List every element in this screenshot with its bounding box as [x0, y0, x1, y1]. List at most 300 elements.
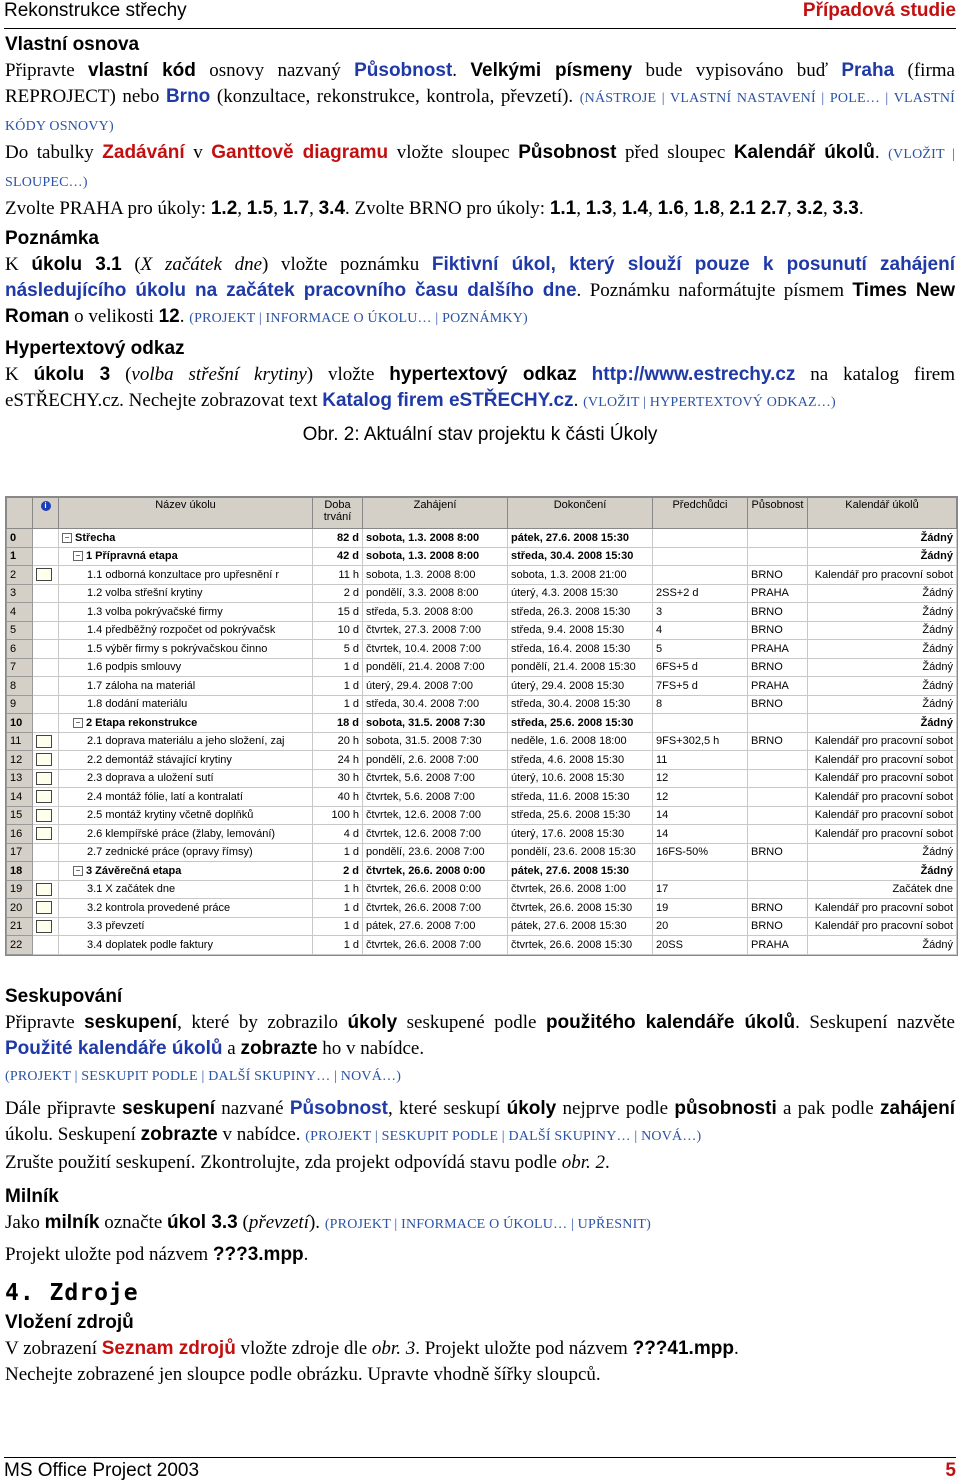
task-name-text: 2.7 zednické práce (opravy římsy)	[87, 846, 253, 859]
task-calendar[interactable]: Začátek dne	[808, 880, 957, 899]
calendar-icon	[36, 901, 52, 914]
row-indicator[interactable]	[33, 751, 59, 770]
task-calendar[interactable]: Žádný	[808, 862, 957, 881]
task-predecessors[interactable]: 19	[653, 899, 748, 918]
collapse-icon[interactable]: −	[73, 866, 83, 876]
task-predecessors[interactable]: 5	[653, 640, 748, 659]
row-indicator[interactable]	[33, 732, 59, 751]
table-row[interactable]	[7, 584, 957, 603]
task-start[interactable]: středa, 30.4. 2008 7:00	[363, 695, 508, 714]
row-indicator[interactable]	[33, 917, 59, 936]
task-scope[interactable]: BRNO	[748, 899, 808, 918]
task-predecessors[interactable]	[653, 547, 748, 566]
paragraph-seskupovani-3: Zrušte použití seskupení. Zkontrolujte, zda projekt odpovídá stavu podle obr. 2.	[5, 1152, 610, 1173]
row-id[interactable]: 8	[7, 677, 33, 696]
task-finish[interactable]: neděle, 1.6. 2008 18:00	[508, 732, 653, 751]
task-scope[interactable]: BRNO	[748, 658, 808, 677]
row-id[interactable]: 7	[7, 658, 33, 677]
task-duration[interactable]: 24 h	[313, 751, 363, 770]
task-name-text: 3.4 doplatek podle faktury	[87, 938, 213, 951]
table-row[interactable]	[7, 880, 957, 899]
row-indicator[interactable]	[33, 843, 59, 862]
task-calendar[interactable]: Kalendář pro pracovní sobot	[808, 899, 957, 918]
page-header	[4, 0, 956, 29]
table-row[interactable]	[7, 936, 957, 955]
task-duration[interactable]: 1 d	[313, 658, 363, 677]
task-duration[interactable]: 40 h	[313, 788, 363, 807]
row-id[interactable]: 14	[7, 788, 33, 807]
table-row[interactable]	[7, 769, 957, 788]
calendar-icon	[36, 568, 52, 581]
task-calendar[interactable]: Žádný	[808, 584, 957, 603]
col-header-id[interactable]	[7, 498, 33, 529]
task-calendar[interactable]: Žádný	[808, 529, 957, 548]
task-duration[interactable]: 10 d	[313, 621, 363, 640]
row-indicator[interactable]	[33, 677, 59, 696]
task-start[interactable]: pondělí, 23.6. 2008 7:00	[363, 843, 508, 862]
task-name-text: 1.3 volba pokrývačské firmy	[87, 605, 223, 618]
paragraph-poznamka: K úkolu 3.1 (X začátek dne) vložte poznámku Fiktivní úkol, který slouží pouze k posunutí zahájení následujícího úkolu na začátek pracovního času dalšího dne. Poznámku naformátujte písmem Times New Roman o velikosti 12. (PROJEKT | INFORMACE O ÚKOLU… | POZNÁMKY)	[5, 254, 955, 327]
task-duration[interactable]: 1 d	[313, 917, 363, 936]
table-row[interactable]	[7, 677, 957, 696]
task-name[interactable]	[59, 917, 313, 936]
task-finish[interactable]: sobota, 1.3. 2008 21:00	[508, 566, 653, 585]
row-indicator[interactable]	[33, 769, 59, 788]
document-body	[5, 32, 955, 454]
task-finish[interactable]: pondělí, 23.6. 2008 15:30	[508, 843, 653, 862]
task-start[interactable]: středa, 5.3. 2008 8:00	[363, 603, 508, 622]
col-header-info[interactable]	[33, 498, 59, 529]
task-finish[interactable]: středa, 9.4. 2008 15:30	[508, 621, 653, 640]
task-name[interactable]	[59, 566, 313, 585]
table-row[interactable]	[7, 825, 957, 844]
heading-vlastni-osnova: Vlastní osnova	[5, 34, 140, 55]
task-name-text: 3.1 X začátek dne	[87, 883, 176, 896]
task-name[interactable]	[59, 751, 313, 770]
task-predecessors[interactable]	[653, 529, 748, 548]
table-row[interactable]	[7, 566, 957, 585]
paragraph-osnova-3: Zvolte PRAHA pro úkoly: 1.2, 1.5, 1.7, 3.4. Zvolte BRNO pro úkoly: 1.1, 1.3, 1.4, 1.6, 1.8, 2.1 2.7, 3.2, 3.3.	[5, 198, 864, 219]
task-calendar[interactable]: Žádný	[808, 695, 957, 714]
menu-path: (PROJEKT | INFORMACE O ÚKOLU… | POZNÁMKY)	[189, 311, 528, 326]
task-predecessors[interactable]: 8	[653, 695, 748, 714]
task-calendar[interactable]: Kalendář pro pracovní sobot	[808, 788, 957, 807]
heading-milnik: Milník	[5, 1186, 59, 1207]
task-scope[interactable]	[748, 769, 808, 788]
table-row[interactable]	[7, 640, 957, 659]
task-scope[interactable]: BRNO	[748, 566, 808, 585]
row-indicator[interactable]	[33, 936, 59, 955]
task-scope[interactable]	[748, 880, 808, 899]
task-duration[interactable]: 18 d	[313, 714, 363, 733]
task-scope[interactable]	[748, 547, 808, 566]
task-calendar[interactable]: Žádný	[808, 677, 957, 696]
row-id[interactable]: 13	[7, 769, 33, 788]
task-finish[interactable]: středa, 11.6. 2008 15:30	[508, 788, 653, 807]
row-indicator[interactable]	[33, 658, 59, 677]
task-start[interactable]: čtvrtek, 27.3. 2008 7:00	[363, 621, 508, 640]
task-name-text: Střecha	[75, 531, 116, 544]
col-header-start[interactable]: Zahájení	[363, 498, 508, 529]
col-header-predecessors[interactable]: Předchůdci	[653, 498, 748, 529]
task-name[interactable]	[59, 769, 313, 788]
task-start[interactable]: čtvrtek, 26.6. 2008 7:00	[363, 936, 508, 955]
task-name[interactable]	[59, 825, 313, 844]
info-icon: i	[41, 501, 51, 511]
task-calendar[interactable]: Kalendář pro pracovní sobot	[808, 732, 957, 751]
task-calendar[interactable]: Žádný	[808, 658, 957, 677]
task-name-text: 2.4 montáž fólie, latí a kontralatí	[87, 790, 243, 803]
row-id[interactable]: 11	[7, 732, 33, 751]
heading-poznamka: Poznámka	[5, 228, 99, 249]
task-scope[interactable]: BRNO	[748, 603, 808, 622]
task-start[interactable]: čtvrtek, 26.6. 2008 0:00	[363, 880, 508, 899]
task-duration[interactable]: 42 d	[313, 547, 363, 566]
row-id[interactable]: 10	[7, 714, 33, 733]
row-id[interactable]: 2	[7, 566, 33, 585]
task-scope[interactable]	[748, 825, 808, 844]
task-predecessors[interactable]: 4	[653, 621, 748, 640]
task-name[interactable]	[59, 621, 313, 640]
row-id[interactable]: 15	[7, 806, 33, 825]
paragraph-milnik-1: Jako milník označte úkol 3.3 (převzetí). (PROJEKT | INFORMACE O ÚKOLU… | UPŘESNIT)	[5, 1212, 652, 1233]
task-duration[interactable]: 1 d	[313, 677, 363, 696]
task-name-text: 1.5 výběr firmy s pokrývačskou činno	[87, 642, 268, 655]
row-indicator[interactable]	[33, 603, 59, 622]
task-table-screenshot	[5, 496, 958, 956]
table-row[interactable]	[7, 695, 957, 714]
col-header-name[interactable]: Název úkolu	[59, 498, 313, 529]
row-indicator[interactable]	[33, 862, 59, 881]
task-scope[interactable]	[748, 788, 808, 807]
task-duration[interactable]: 15 d	[313, 603, 363, 622]
task-start[interactable]: sobota, 31.5. 2008 7:30	[363, 732, 508, 751]
table-row[interactable]	[7, 899, 957, 918]
row-id[interactable]: 0	[7, 529, 33, 548]
row-id[interactable]: 12	[7, 751, 33, 770]
task-calendar[interactable]: Žádný	[808, 621, 957, 640]
task-name[interactable]	[59, 899, 313, 918]
task-finish[interactable]: středa, 30.4. 2008 15:30	[508, 695, 653, 714]
row-indicator[interactable]	[33, 825, 59, 844]
task-predecessors[interactable]: 6FS+5 d	[653, 658, 748, 677]
table-row[interactable]	[7, 806, 957, 825]
task-scope[interactable]	[748, 751, 808, 770]
col-header-finish[interactable]: Dokončení	[508, 498, 653, 529]
task-predecessors[interactable]	[653, 566, 748, 585]
task-name-text: 1.6 podpis smlouvy	[87, 661, 182, 674]
table-row[interactable]	[7, 862, 957, 881]
task-name-text: 3.2 kontrola provedené práce	[87, 901, 231, 914]
menu-path: (VLOŽIT | SLOUPEC…)	[5, 147, 956, 190]
table-row[interactable]	[7, 714, 957, 733]
task-predecessors[interactable]: 12	[653, 769, 748, 788]
task-predecessors[interactable]: 16FS-50%	[653, 843, 748, 862]
task-scope[interactable]: BRNO	[748, 621, 808, 640]
task-scope[interactable]	[748, 862, 808, 881]
task-finish[interactable]: středa, 30.4. 2008 15:30	[508, 547, 653, 566]
task-start[interactable]: úterý, 29.4. 2008 7:00	[363, 677, 508, 696]
task-start[interactable]: pátek, 27.6. 2008 7:00	[363, 917, 508, 936]
menu-path: (NÁSTROJE | VLASTNÍ NASTAVENÍ | POLE… | VLASTNÍ KÓDY OSNOVY)	[5, 91, 956, 134]
task-scope[interactable]: PRAHA	[748, 640, 808, 659]
task-name[interactable]	[59, 714, 313, 733]
task-start[interactable]: čtvrtek, 5.6. 2008 7:00	[363, 788, 508, 807]
task-start[interactable]: čtvrtek, 26.6. 2008 0:00	[363, 862, 508, 881]
task-finish[interactable]: čtvrtek, 26.6. 2008 15:30	[508, 899, 653, 918]
task-duration[interactable]: 1 d	[313, 695, 363, 714]
task-predecessors[interactable]: 20	[653, 917, 748, 936]
task-name[interactable]	[59, 584, 313, 603]
task-calendar[interactable]: Žádný	[808, 547, 957, 566]
task-calendar[interactable]: Žádný	[808, 603, 957, 622]
task-scope[interactable]: BRNO	[748, 732, 808, 751]
table-row[interactable]	[7, 529, 957, 548]
table-row[interactable]	[7, 788, 957, 807]
row-indicator[interactable]	[33, 529, 59, 548]
calendar-icon	[36, 790, 52, 803]
task-finish[interactable]: čtvrtek, 26.6. 2008 15:30	[508, 936, 653, 955]
col-header-duration[interactable]: Doba trvání	[313, 498, 363, 529]
task-finish[interactable]: úterý, 29.4. 2008 15:30	[508, 677, 653, 696]
row-indicator[interactable]	[33, 547, 59, 566]
row-id[interactable]: 19	[7, 880, 33, 899]
task-predecessors[interactable]: 11	[653, 751, 748, 770]
task-predecessors[interactable]: 17	[653, 880, 748, 899]
task-duration[interactable]: 20 h	[313, 732, 363, 751]
col-header-scope[interactable]: Působnost	[748, 498, 808, 529]
task-finish[interactable]: středa, 4.6. 2008 15:30	[508, 751, 653, 770]
task-name[interactable]	[59, 862, 313, 881]
row-id[interactable]: 22	[7, 936, 33, 955]
row-indicator[interactable]	[33, 640, 59, 659]
table-row[interactable]	[7, 732, 957, 751]
task-scope[interactable]: PRAHA	[748, 677, 808, 696]
header-title: Rekonstrukce střechy	[4, 0, 187, 21]
row-id[interactable]: 17	[7, 843, 33, 862]
row-indicator[interactable]	[33, 695, 59, 714]
row-indicator[interactable]	[33, 899, 59, 918]
task-predecessors[interactable]	[653, 714, 748, 733]
task-duration[interactable]: 1 h	[313, 880, 363, 899]
row-id[interactable]: 5	[7, 621, 33, 640]
calendar-icon	[36, 735, 52, 748]
task-name[interactable]	[59, 732, 313, 751]
row-indicator[interactable]	[33, 788, 59, 807]
task-duration[interactable]: 1 d	[313, 936, 363, 955]
task-finish[interactable]: úterý, 10.6. 2008 15:30	[508, 769, 653, 788]
row-indicator[interactable]	[33, 714, 59, 733]
task-scope[interactable]	[748, 529, 808, 548]
row-indicator[interactable]	[33, 806, 59, 825]
task-predecessors[interactable]: 3	[653, 603, 748, 622]
task-calendar[interactable]: Kalendář pro pracovní sobot	[808, 917, 957, 936]
task-predecessors[interactable]: 14	[653, 806, 748, 825]
task-calendar[interactable]: Žádný	[808, 714, 957, 733]
row-id[interactable]: 18	[7, 862, 33, 881]
menu-path: (PROJEKT | SESKUPIT PODLE | DALŠÍ SKUPINY… | NOVÁ…)	[5, 1069, 402, 1084]
collapse-icon[interactable]: −	[62, 533, 72, 543]
task-start[interactable]: sobota, 1.3. 2008 8:00	[363, 547, 508, 566]
task-start[interactable]: čtvrtek, 5.6. 2008 7:00	[363, 769, 508, 788]
col-header-calendar[interactable]: Kalendář úkolů	[808, 498, 957, 529]
task-scope[interactable]	[748, 714, 808, 733]
task-name[interactable]	[59, 658, 313, 677]
table-row[interactable]	[7, 658, 957, 677]
calendar-icon	[36, 920, 52, 933]
calendar-icon	[36, 883, 52, 896]
menu-path: (PROJEKT | INFORMACE O ÚKOLU… | UPŘESNIT)	[324, 1217, 652, 1232]
task-finish[interactable]: pátek, 27.6. 2008 15:30	[508, 529, 653, 548]
collapse-icon[interactable]: −	[73, 718, 83, 728]
row-id[interactable]: 16	[7, 825, 33, 844]
task-duration[interactable]: 1 d	[313, 843, 363, 862]
task-name[interactable]	[59, 547, 313, 566]
row-id[interactable]: 20	[7, 899, 33, 918]
table-row[interactable]	[7, 603, 957, 622]
task-start[interactable]: sobota, 1.3. 2008 8:00	[363, 529, 508, 548]
paragraph-zdroje-2: Nechejte zobrazené jen sloupce podle obrázku. Upravte vhodně šířky sloupců.	[5, 1364, 601, 1385]
task-scope[interactable]: PRAHA	[748, 936, 808, 955]
task-duration[interactable]: 82 d	[313, 529, 363, 548]
task-name-text: 1.7 záloha na materiál	[87, 679, 196, 692]
paragraph-zdroje-1: V zobrazení Seznam zdrojů vložte zdroje dle obr. 3. Projekt uložte pod názvem ???41.mpp.	[5, 1338, 739, 1359]
task-finish[interactable]: úterý, 17.6. 2008 15:30	[508, 825, 653, 844]
task-predecessors[interactable]: 9FS+302,5 h	[653, 732, 748, 751]
table-row[interactable]	[7, 621, 957, 640]
figure-caption: Obr. 2: Aktuální stav projektu k části Úkoly	[302, 424, 658, 445]
hyperlink-url: http://www.estrechy.cz	[591, 364, 796, 385]
task-finish[interactable]: středa, 26.3. 2008 15:30	[508, 603, 653, 622]
task-start[interactable]: pondělí, 21.4. 2008 7:00	[363, 658, 508, 677]
task-calendar[interactable]: Kalendář pro pracovní sobot	[808, 751, 957, 770]
task-duration[interactable]: 2 d	[313, 584, 363, 603]
task-start[interactable]: čtvrtek, 12.6. 2008 7:00	[363, 825, 508, 844]
task-start[interactable]: čtvrtek, 12.6. 2008 7:00	[363, 806, 508, 825]
paragraph-osnova-1: Připravte vlastní kód osnovy nazvaný Působnost. Velkými písmeny bude vypisováno buď Praha (firma REPROJECT) nebo Brno (konzultace, rekonstrukce, kontrola, převzetí). (NÁSTROJE | VLASTNÍ NASTAVENÍ | POLE… | VLASTNÍ KÓDY OSNOVY)	[5, 60, 956, 134]
task-scope[interactable]: BRNO	[748, 695, 808, 714]
menu-path: (PROJEKT | SESKUPIT PODLE | DALŠÍ SKUPINY… | NOVÁ…)	[305, 1129, 702, 1144]
row-indicator[interactable]	[33, 566, 59, 585]
task-name-text: 1.2 volba střešní krytiny	[87, 587, 203, 600]
task-duration[interactable]: 100 h	[313, 806, 363, 825]
task-duration[interactable]: 5 d	[313, 640, 363, 659]
task-name[interactable]	[59, 695, 313, 714]
task-finish[interactable]: pátek, 27.6. 2008 15:30	[508, 917, 653, 936]
task-calendar[interactable]: Kalendář pro pracovní sobot	[808, 566, 957, 585]
heading-hypertext: Hypertextový odkaz	[5, 338, 185, 359]
task-calendar[interactable]: Kalendář pro pracovní sobot	[808, 825, 957, 844]
task-start[interactable]: pondělí, 2.6. 2008 7:00	[363, 751, 508, 770]
task-scope[interactable]: BRNO	[748, 917, 808, 936]
task-duration[interactable]: 4 d	[313, 825, 363, 844]
task-finish[interactable]: čtvrtek, 26.6. 2008 1:00	[508, 880, 653, 899]
table-header-row	[7, 498, 957, 529]
task-finish[interactable]: pondělí, 21.4. 2008 15:30	[508, 658, 653, 677]
task-start[interactable]: sobota, 1.3. 2008 8:00	[363, 566, 508, 585]
task-finish[interactable]: středa, 25.6. 2008 15:30	[508, 714, 653, 733]
task-predecessors[interactable]: 2SS+2 d	[653, 584, 748, 603]
task-name[interactable]	[59, 843, 313, 862]
task-scope[interactable]	[748, 806, 808, 825]
row-id[interactable]: 4	[7, 603, 33, 622]
table-row[interactable]	[7, 917, 957, 936]
heading-vlozeni-zdroju: Vložení zdrojů	[5, 1312, 134, 1333]
task-name[interactable]	[59, 880, 313, 899]
row-id[interactable]: 6	[7, 640, 33, 659]
header-subtitle: Případová studie	[802, 0, 956, 21]
task-scope[interactable]: BRNO	[748, 843, 808, 862]
document-body-2	[5, 984, 955, 1388]
task-duration[interactable]: 1 d	[313, 899, 363, 918]
task-calendar[interactable]: Žádný	[808, 640, 957, 659]
row-id[interactable]: 1	[7, 547, 33, 566]
task-duration[interactable]: 30 h	[313, 769, 363, 788]
task-start[interactable]: čtvrtek, 10.4. 2008 7:00	[363, 640, 508, 659]
task-start[interactable]: sobota, 31.5. 2008 7:30	[363, 714, 508, 733]
task-start[interactable]: pondělí, 3.3. 2008 8:00	[363, 584, 508, 603]
task-name-text: 1.4 předběžný rozpočet od pokrývačsk	[87, 624, 276, 637]
calendar-icon	[36, 827, 52, 840]
row-indicator[interactable]	[33, 584, 59, 603]
row-id[interactable]: 3	[7, 584, 33, 603]
task-name-text: 2.1 doprava materiálu a jeho složení, zaj	[87, 735, 285, 748]
task-finish[interactable]: středa, 25.6. 2008 15:30	[508, 806, 653, 825]
task-name-text: 2.2 demontáž stávající krytiny	[87, 753, 232, 766]
row-id[interactable]: 21	[7, 917, 33, 936]
task-scope[interactable]: PRAHA	[748, 584, 808, 603]
task-start[interactable]: čtvrtek, 26.6. 2008 7:00	[363, 899, 508, 918]
task-name[interactable]	[59, 806, 313, 825]
task-name-text: 3.3 převzetí	[87, 920, 145, 933]
task-name[interactable]	[59, 603, 313, 622]
task-finish[interactable]: úterý, 4.3. 2008 15:30	[508, 584, 653, 603]
task-calendar[interactable]: Kalendář pro pracovní sobot	[808, 769, 957, 788]
task-name[interactable]	[59, 788, 313, 807]
table-row[interactable]	[7, 751, 957, 770]
task-name-text: 2.5 montáž krytiny včetně doplňků	[87, 809, 254, 822]
task-finish[interactable]: pátek, 27.6. 2008 15:30	[508, 862, 653, 881]
task-name[interactable]	[59, 529, 313, 548]
page-footer	[4, 1457, 956, 1484]
table-row[interactable]	[7, 547, 957, 566]
footer-title: MS Office Project 2003	[4, 1460, 200, 1481]
task-finish[interactable]: středa, 16.4. 2008 15:30	[508, 640, 653, 659]
task-name[interactable]	[59, 936, 313, 955]
task-duration[interactable]: 2 d	[313, 862, 363, 881]
table-row[interactable]	[7, 843, 957, 862]
task-predecessors[interactable]	[653, 862, 748, 881]
row-indicator[interactable]	[33, 621, 59, 640]
task-predecessors[interactable]: 7FS+5 d	[653, 677, 748, 696]
task-name[interactable]	[59, 677, 313, 696]
task-predecessors[interactable]: 14	[653, 825, 748, 844]
task-calendar[interactable]: Žádný	[808, 936, 957, 955]
collapse-icon[interactable]: −	[73, 551, 83, 561]
task-calendar[interactable]: Žádný	[808, 843, 957, 862]
task-name[interactable]	[59, 640, 313, 659]
task-duration[interactable]: 11 h	[313, 566, 363, 585]
task-predecessors[interactable]: 20SS	[653, 936, 748, 955]
paragraph-seskupovani-1: Připravte seskupení, které by zobrazilo úkoly seskupené podle použitého kalendáře úkolů. Seskupení nazvěte Použité kalendáře úkolů a zobrazte ho v nabídce. (PROJEKT | SESKUPIT PODLE | DALŠÍ SKUPINY… | NOVÁ…)	[5, 1012, 955, 1084]
paragraph-seskupovani-2: Dále připravte seskupení nazvané Působnost, které seskupí úkoly nejprve podle působnosti a pak podle zahájení úkolu. Seskupení zobrazte v nabídce. (PROJEKT | SESKUPIT PODLE | DALŠÍ SKUPINY… | NOVÁ…)	[5, 1098, 955, 1145]
row-id[interactable]: 9	[7, 695, 33, 714]
row-indicator[interactable]	[33, 880, 59, 899]
task-calendar[interactable]: Kalendář pro pracovní sobot	[808, 806, 957, 825]
paragraph-osnova-2: Do tabulky Zadávání v Ganttově diagramu vložte sloupec Působnost před sloupec Kalendář úkolů. (VLOŽIT | SLOUPEC…)	[5, 142, 956, 190]
task-name-text: 1.1 odborná konzultace pro upřesnění r	[87, 568, 280, 581]
task-predecessors[interactable]: 12	[653, 788, 748, 807]
